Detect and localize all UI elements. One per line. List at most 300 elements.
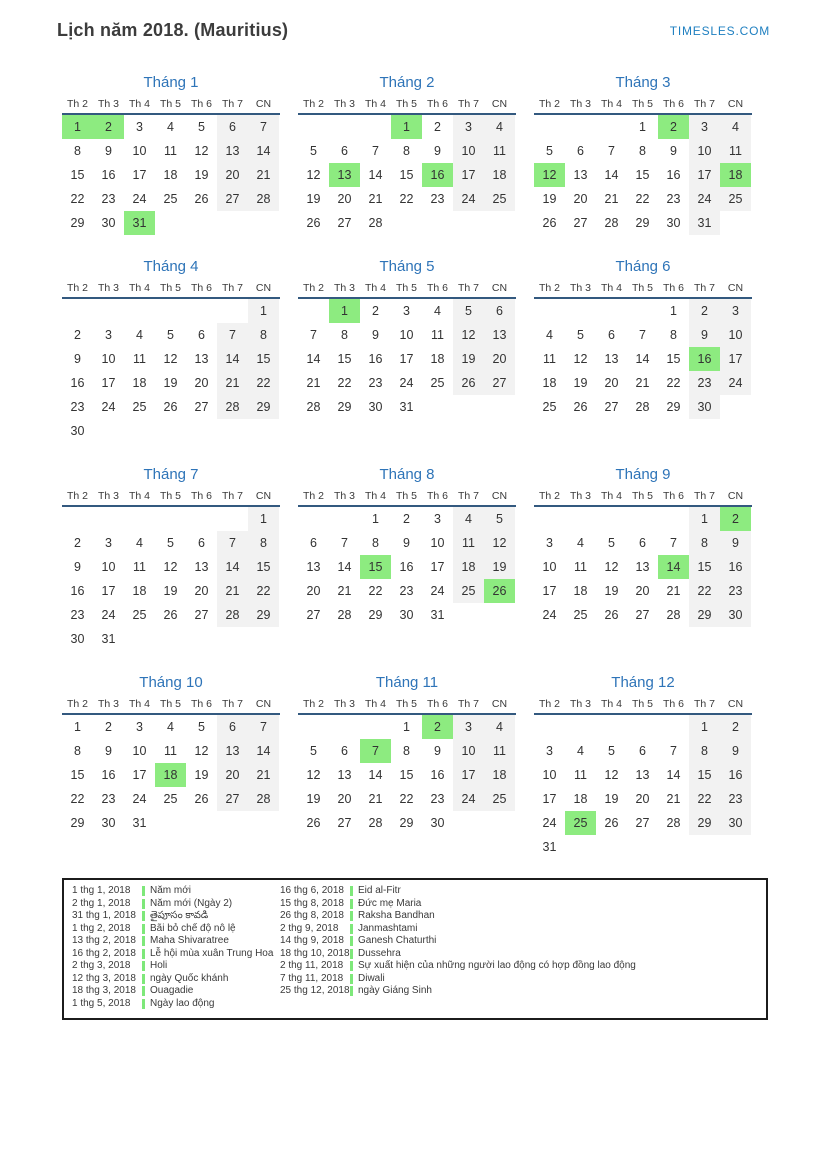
day-cell: 3: [136, 720, 143, 734]
day-cell-empty: [217, 811, 248, 835]
day-header-cell: Th 3: [333, 490, 355, 502]
month-block: [534, 466, 752, 651]
day-cell: 17: [542, 792, 557, 806]
legend-label: Dussehra: [358, 947, 401, 959]
day-cell: 28: [248, 787, 279, 811]
day-cell: 5: [546, 144, 553, 158]
day-cell: 8: [341, 328, 348, 342]
legend-date: 18 thg 3, 2018: [72, 985, 136, 996]
legend-label: తైపూసం కావడి: [150, 910, 209, 921]
day-cell: 3: [136, 120, 143, 134]
day-cell: 5: [167, 328, 174, 342]
day-cell: 21: [666, 792, 681, 806]
day-cell: 23: [720, 579, 751, 603]
day-cell: 26: [604, 608, 619, 622]
legend-label: Sự xuất hiện của những người lao động có hợp đồng lao động: [358, 960, 636, 971]
day-cell-empty: [534, 715, 565, 739]
day-cell: 10: [399, 328, 414, 342]
legend-date: 1 thg 2, 2018: [72, 922, 131, 934]
day-cell: 23: [101, 792, 116, 806]
month-title: Tháng 2: [379, 74, 435, 91]
day-header-row: [62, 698, 280, 715]
day-cell: 8: [248, 531, 279, 555]
month-block: [62, 74, 280, 235]
day-cell: 16: [368, 352, 383, 366]
day-header-cell: Th 4: [364, 698, 386, 710]
month-block: [62, 674, 280, 859]
day-cell: 10: [132, 144, 147, 158]
day-cell: 11: [453, 531, 484, 555]
day-header-cell: Th 6: [662, 490, 684, 502]
day-cell-holiday: 2: [720, 507, 751, 531]
day-cell: 29: [399, 816, 414, 830]
day-cell: 19: [604, 792, 619, 806]
day-cell: 23: [101, 192, 116, 206]
legend-row: [280, 885, 758, 898]
day-cell: 28: [337, 608, 352, 622]
day-cell-empty: [217, 299, 248, 323]
day-header-cell: Th 5: [395, 98, 417, 110]
day-cell: 22: [399, 192, 414, 206]
day-cell: 24: [453, 787, 484, 811]
day-cell: 9: [670, 144, 677, 158]
month-title: Tháng 12: [611, 674, 675, 691]
day-cell: 7: [248, 115, 279, 139]
day-cell: 5: [198, 720, 205, 734]
day-header-row: [534, 698, 752, 715]
day-cell: 25: [163, 792, 178, 806]
month-title: Tháng 5: [379, 258, 435, 275]
day-cell: 8: [74, 744, 81, 758]
day-header-cell: Th 5: [159, 98, 181, 110]
day-cell-empty: [720, 395, 751, 419]
day-cell: 2: [105, 720, 112, 734]
day-header-cell: CN: [255, 490, 272, 502]
day-cell-holiday: 1: [62, 115, 93, 139]
day-cell: 15: [399, 168, 414, 182]
day-cell: 25: [132, 608, 147, 622]
day-cell-empty: [360, 715, 391, 739]
day-header-cell: Th 3: [569, 282, 591, 294]
month-title: Tháng 10: [139, 674, 203, 691]
day-cell-empty: [298, 507, 329, 531]
day-cell-empty: [534, 507, 565, 531]
day-cell-empty: [565, 115, 596, 139]
day-cell: 15: [337, 352, 352, 366]
day-cell: 31: [542, 840, 557, 854]
day-cell: 2: [434, 120, 441, 134]
days-grid: [534, 299, 752, 419]
legend-row: [280, 910, 758, 923]
day-header-cell: CN: [491, 98, 508, 110]
days-grid: [534, 115, 752, 235]
day-cell: 13: [635, 560, 650, 574]
day-cell: 18: [573, 584, 588, 598]
day-cell: 11: [574, 560, 587, 574]
day-cell: 29: [248, 603, 279, 627]
day-cell-empty: [565, 507, 596, 531]
day-header-cell: Th 7: [693, 698, 715, 710]
day-cell-empty: [186, 811, 217, 835]
legend-date: 2 thg 9, 2018: [280, 922, 339, 934]
day-cell: 29: [248, 395, 279, 419]
month-block: [298, 258, 516, 443]
page-title: Lịch năm 2018. (Mauritius): [57, 20, 289, 40]
day-cell: 2: [403, 512, 410, 526]
day-header-row: [62, 490, 280, 507]
day-cell: 20: [194, 584, 209, 598]
day-cell: 21: [368, 192, 383, 206]
day-cell-holiday: 1: [391, 115, 422, 139]
day-header-cell: Th 4: [600, 490, 622, 502]
holiday-marker-icon: [142, 936, 145, 946]
day-header-cell: Th 3: [569, 698, 591, 710]
day-cell: 12: [163, 352, 178, 366]
day-header-cell: Th 3: [333, 282, 355, 294]
holiday-marker-icon: [350, 949, 353, 959]
day-cell-empty: [689, 835, 720, 859]
day-cell: 15: [70, 768, 85, 782]
day-cell: 28: [635, 400, 650, 414]
legend-date: 14 thg 9, 2018: [280, 935, 344, 946]
day-cell: 2: [689, 299, 720, 323]
day-header-cell: Th 2: [538, 698, 560, 710]
day-cell: 30: [101, 216, 116, 230]
day-cell: 23: [70, 400, 85, 414]
day-header-cell: Th 6: [426, 98, 448, 110]
day-cell: 21: [248, 763, 279, 787]
day-cell: 25: [132, 400, 147, 414]
day-cell-empty: [596, 299, 627, 323]
day-cell: 12: [194, 744, 209, 758]
legend-label: ngày Quốc khánh: [150, 972, 229, 984]
day-cell: 3: [546, 536, 553, 550]
day-header-cell: Th 2: [302, 698, 324, 710]
legend-date: 31 thg 1, 2018: [72, 910, 136, 921]
day-header-row: [62, 98, 280, 115]
day-cell: 27: [337, 816, 352, 830]
day-cell: 3: [434, 512, 441, 526]
day-header-cell: CN: [255, 98, 272, 110]
day-cell-holiday: 13: [329, 163, 360, 187]
month-title: Tháng 9: [615, 466, 671, 483]
day-cell: 9: [372, 328, 379, 342]
day-cell: 16: [101, 168, 116, 182]
holiday-marker-icon: [142, 949, 145, 959]
day-cell: 22: [399, 792, 414, 806]
day-cell: 7: [372, 144, 379, 158]
day-cell: 5: [167, 536, 174, 550]
day-cell: 30: [720, 603, 751, 627]
day-header-cell: Th 7: [693, 282, 715, 294]
day-header-cell: Th 3: [97, 490, 119, 502]
day-cell: 12: [163, 560, 178, 574]
day-cell: 17: [132, 768, 147, 782]
day-cell: 20: [306, 584, 321, 598]
day-cell-empty: [155, 507, 186, 531]
day-cell: 3: [105, 328, 112, 342]
day-cell: 4: [720, 115, 751, 139]
day-header-cell: Th 4: [128, 698, 150, 710]
day-cell: 8: [639, 144, 646, 158]
day-cell-empty: [298, 115, 329, 139]
holiday-marker-icon: [142, 899, 145, 909]
day-cell: 15: [689, 763, 720, 787]
day-cell: 8: [689, 739, 720, 763]
day-cell: 16: [720, 555, 751, 579]
day-cell: 8: [670, 328, 677, 342]
legend-date: 2 thg 3, 2018: [72, 960, 131, 971]
day-cell: 8: [403, 744, 410, 758]
day-cell-empty: [155, 211, 186, 235]
day-header-row: [534, 98, 752, 115]
day-cell: 19: [306, 192, 321, 206]
day-cell: 25: [163, 192, 178, 206]
page-header: [57, 16, 770, 62]
legend-row: [72, 885, 280, 898]
day-cell: 13: [217, 139, 248, 163]
day-cell: 8: [403, 144, 410, 158]
day-header-cell: Th 6: [662, 698, 684, 710]
day-cell: 22: [666, 376, 681, 390]
day-header-cell: Th 5: [631, 98, 653, 110]
day-cell: 26: [194, 792, 209, 806]
day-cell: 24: [689, 187, 720, 211]
day-cell: 13: [194, 352, 209, 366]
month-block: [298, 674, 516, 859]
day-cell-empty: [534, 299, 565, 323]
day-cell: 17: [132, 168, 147, 182]
holiday-marker-icon: [142, 911, 145, 921]
day-cell: 21: [337, 584, 352, 598]
day-cell: 6: [608, 328, 615, 342]
day-cell: 29: [368, 608, 383, 622]
day-cell: 9: [689, 323, 720, 347]
day-cell: 17: [101, 584, 116, 598]
day-cell: 19: [306, 792, 321, 806]
day-cell: 1: [689, 507, 720, 531]
day-cell: 10: [453, 739, 484, 763]
day-cell: 4: [577, 744, 584, 758]
day-cell: 14: [368, 168, 383, 182]
day-cell: 11: [484, 739, 515, 763]
day-cell: 12: [306, 768, 321, 782]
day-cell: 4: [167, 720, 174, 734]
day-cell-empty: [217, 211, 248, 235]
day-cell: 21: [666, 584, 681, 598]
legend-label: Diwali: [358, 972, 385, 984]
day-header-cell: Th 2: [66, 490, 88, 502]
site-link[interactable]: TIMESLES.COM: [669, 24, 770, 38]
day-cell: 28: [666, 608, 681, 622]
day-cell-empty: [124, 419, 155, 443]
day-cell: 14: [248, 739, 279, 763]
day-cell-empty: [453, 603, 484, 627]
day-cell-holiday: 12: [534, 163, 565, 187]
day-cell: 3: [453, 115, 484, 139]
day-cell: 12: [604, 768, 619, 782]
day-cell: 9: [74, 352, 81, 366]
day-cell: 1: [248, 507, 279, 531]
day-header-cell: CN: [491, 282, 508, 294]
holiday-marker-icon: [350, 924, 353, 934]
day-cell: 8: [372, 536, 379, 550]
day-cell: 6: [310, 536, 317, 550]
day-cell: 18: [453, 555, 484, 579]
day-cell: 9: [434, 144, 441, 158]
legend-label: Holi: [150, 960, 168, 971]
day-cell-empty: [186, 211, 217, 235]
day-cell: 30: [101, 816, 116, 830]
day-cell: 1: [689, 715, 720, 739]
day-cell: 22: [248, 579, 279, 603]
months-grid: [62, 74, 770, 859]
day-cell-empty: [565, 715, 596, 739]
day-cell-empty: [720, 211, 751, 235]
day-header-cell: Th 7: [693, 98, 715, 110]
day-cell: 20: [337, 192, 352, 206]
day-cell: 6: [341, 744, 348, 758]
day-cell: 9: [403, 536, 410, 550]
month-title: Tháng 3: [615, 74, 671, 91]
day-cell: 15: [666, 352, 681, 366]
day-cell: 27: [484, 371, 515, 395]
day-cell-holiday: 18: [155, 763, 186, 787]
day-header-cell: Th 5: [631, 698, 653, 710]
day-header-cell: Th 3: [97, 698, 119, 710]
legend-row: [72, 898, 280, 911]
day-cell-empty: [627, 299, 658, 323]
day-cell: 27: [635, 816, 650, 830]
day-cell-empty: [360, 115, 391, 139]
day-cell-empty: [720, 835, 751, 859]
day-header-cell: Th 7: [457, 98, 479, 110]
day-header-cell: Th 5: [631, 490, 653, 502]
day-cell: 15: [635, 168, 650, 182]
day-cell: 3: [453, 715, 484, 739]
legend-row: [72, 973, 280, 986]
legend-label: Maha Shivaratree: [150, 935, 229, 946]
day-cell: 13: [217, 739, 248, 763]
day-cell: 10: [542, 560, 557, 574]
legend-date: 15 thg 8, 2018: [280, 897, 344, 909]
day-cell: 14: [604, 168, 619, 182]
legend-label: Bãi bỏ chế độ nô lệ: [150, 922, 236, 934]
day-cell: 12: [484, 531, 515, 555]
days-grid: [62, 299, 280, 443]
legend-row: [72, 910, 280, 923]
day-cell: 30: [430, 816, 445, 830]
day-cell: 24: [453, 187, 484, 211]
day-cell: 29: [70, 216, 85, 230]
legend-row: [280, 898, 758, 911]
day-cell: 8: [248, 323, 279, 347]
day-cell: 30: [666, 216, 681, 230]
day-cell: 15: [689, 555, 720, 579]
day-cell: 27: [337, 216, 352, 230]
holiday-marker-icon: [350, 911, 353, 921]
day-cell-empty: [453, 811, 484, 835]
legend-row: [72, 985, 280, 998]
day-cell: 15: [399, 768, 414, 782]
day-cell: 26: [306, 816, 321, 830]
day-cell: 24: [399, 376, 414, 390]
legend-row: [280, 923, 758, 936]
day-cell: 23: [399, 584, 414, 598]
day-header-cell: Th 3: [333, 98, 355, 110]
day-header-cell: CN: [491, 698, 508, 710]
day-cell-empty: [248, 627, 279, 651]
day-cell: 7: [217, 323, 248, 347]
day-cell: 11: [543, 352, 556, 366]
day-cell: 27: [604, 400, 619, 414]
day-cell-empty: [658, 715, 689, 739]
day-cell: 21: [217, 579, 248, 603]
day-cell-holiday: 16: [689, 347, 720, 371]
month-title: Tháng 8: [379, 466, 435, 483]
day-cell: 1: [248, 299, 279, 323]
day-cell-empty: [329, 115, 360, 139]
day-header-cell: Th 6: [190, 698, 212, 710]
day-cell: 18: [132, 584, 147, 598]
day-header-cell: Th 2: [538, 98, 560, 110]
day-cell: 30: [368, 400, 383, 414]
day-cell: 20: [484, 347, 515, 371]
day-cell-empty: [298, 715, 329, 739]
day-header-cell: CN: [255, 698, 272, 710]
days-grid: [62, 115, 280, 235]
days-grid: [298, 115, 516, 235]
day-cell: 6: [341, 144, 348, 158]
day-cell-empty: [422, 395, 453, 419]
day-header-cell: Th 4: [128, 98, 150, 110]
day-cell: 4: [136, 536, 143, 550]
day-header-cell: Th 4: [364, 98, 386, 110]
day-cell: 13: [604, 352, 619, 366]
day-cell: 29: [635, 216, 650, 230]
holiday-marker-icon: [142, 974, 145, 984]
day-cell: 4: [546, 328, 553, 342]
legend-date: 12 thg 3, 2018: [72, 972, 136, 984]
day-header-cell: Th 7: [457, 282, 479, 294]
day-cell: 7: [310, 328, 317, 342]
day-cell: 7: [341, 536, 348, 550]
legend-label: Lễ hội mùa xuân Trung Hoa: [150, 947, 274, 959]
day-header-cell: Th 7: [221, 282, 243, 294]
day-cell: 4: [577, 536, 584, 550]
legend-row: [280, 960, 758, 973]
day-header-cell: Th 6: [662, 98, 684, 110]
day-cell: 14: [635, 352, 650, 366]
month-title: Tháng 4: [143, 258, 199, 275]
day-header-cell: Th 2: [66, 698, 88, 710]
day-cell: 29: [666, 400, 681, 414]
day-cell: 30: [399, 608, 414, 622]
day-cell-empty: [186, 299, 217, 323]
day-cell-empty: [248, 211, 279, 235]
day-cell: 14: [368, 768, 383, 782]
day-cell: 5: [484, 507, 515, 531]
holiday-marker-icon: [142, 886, 145, 896]
days-grid: [62, 507, 280, 651]
day-cell: 23: [720, 787, 751, 811]
day-cell: 30: [720, 811, 751, 835]
day-cell: 9: [434, 744, 441, 758]
day-header-cell: Th 4: [128, 490, 150, 502]
day-header-cell: Th 7: [221, 98, 243, 110]
day-cell-holiday: 26: [484, 579, 515, 603]
day-cell: 3: [720, 299, 751, 323]
